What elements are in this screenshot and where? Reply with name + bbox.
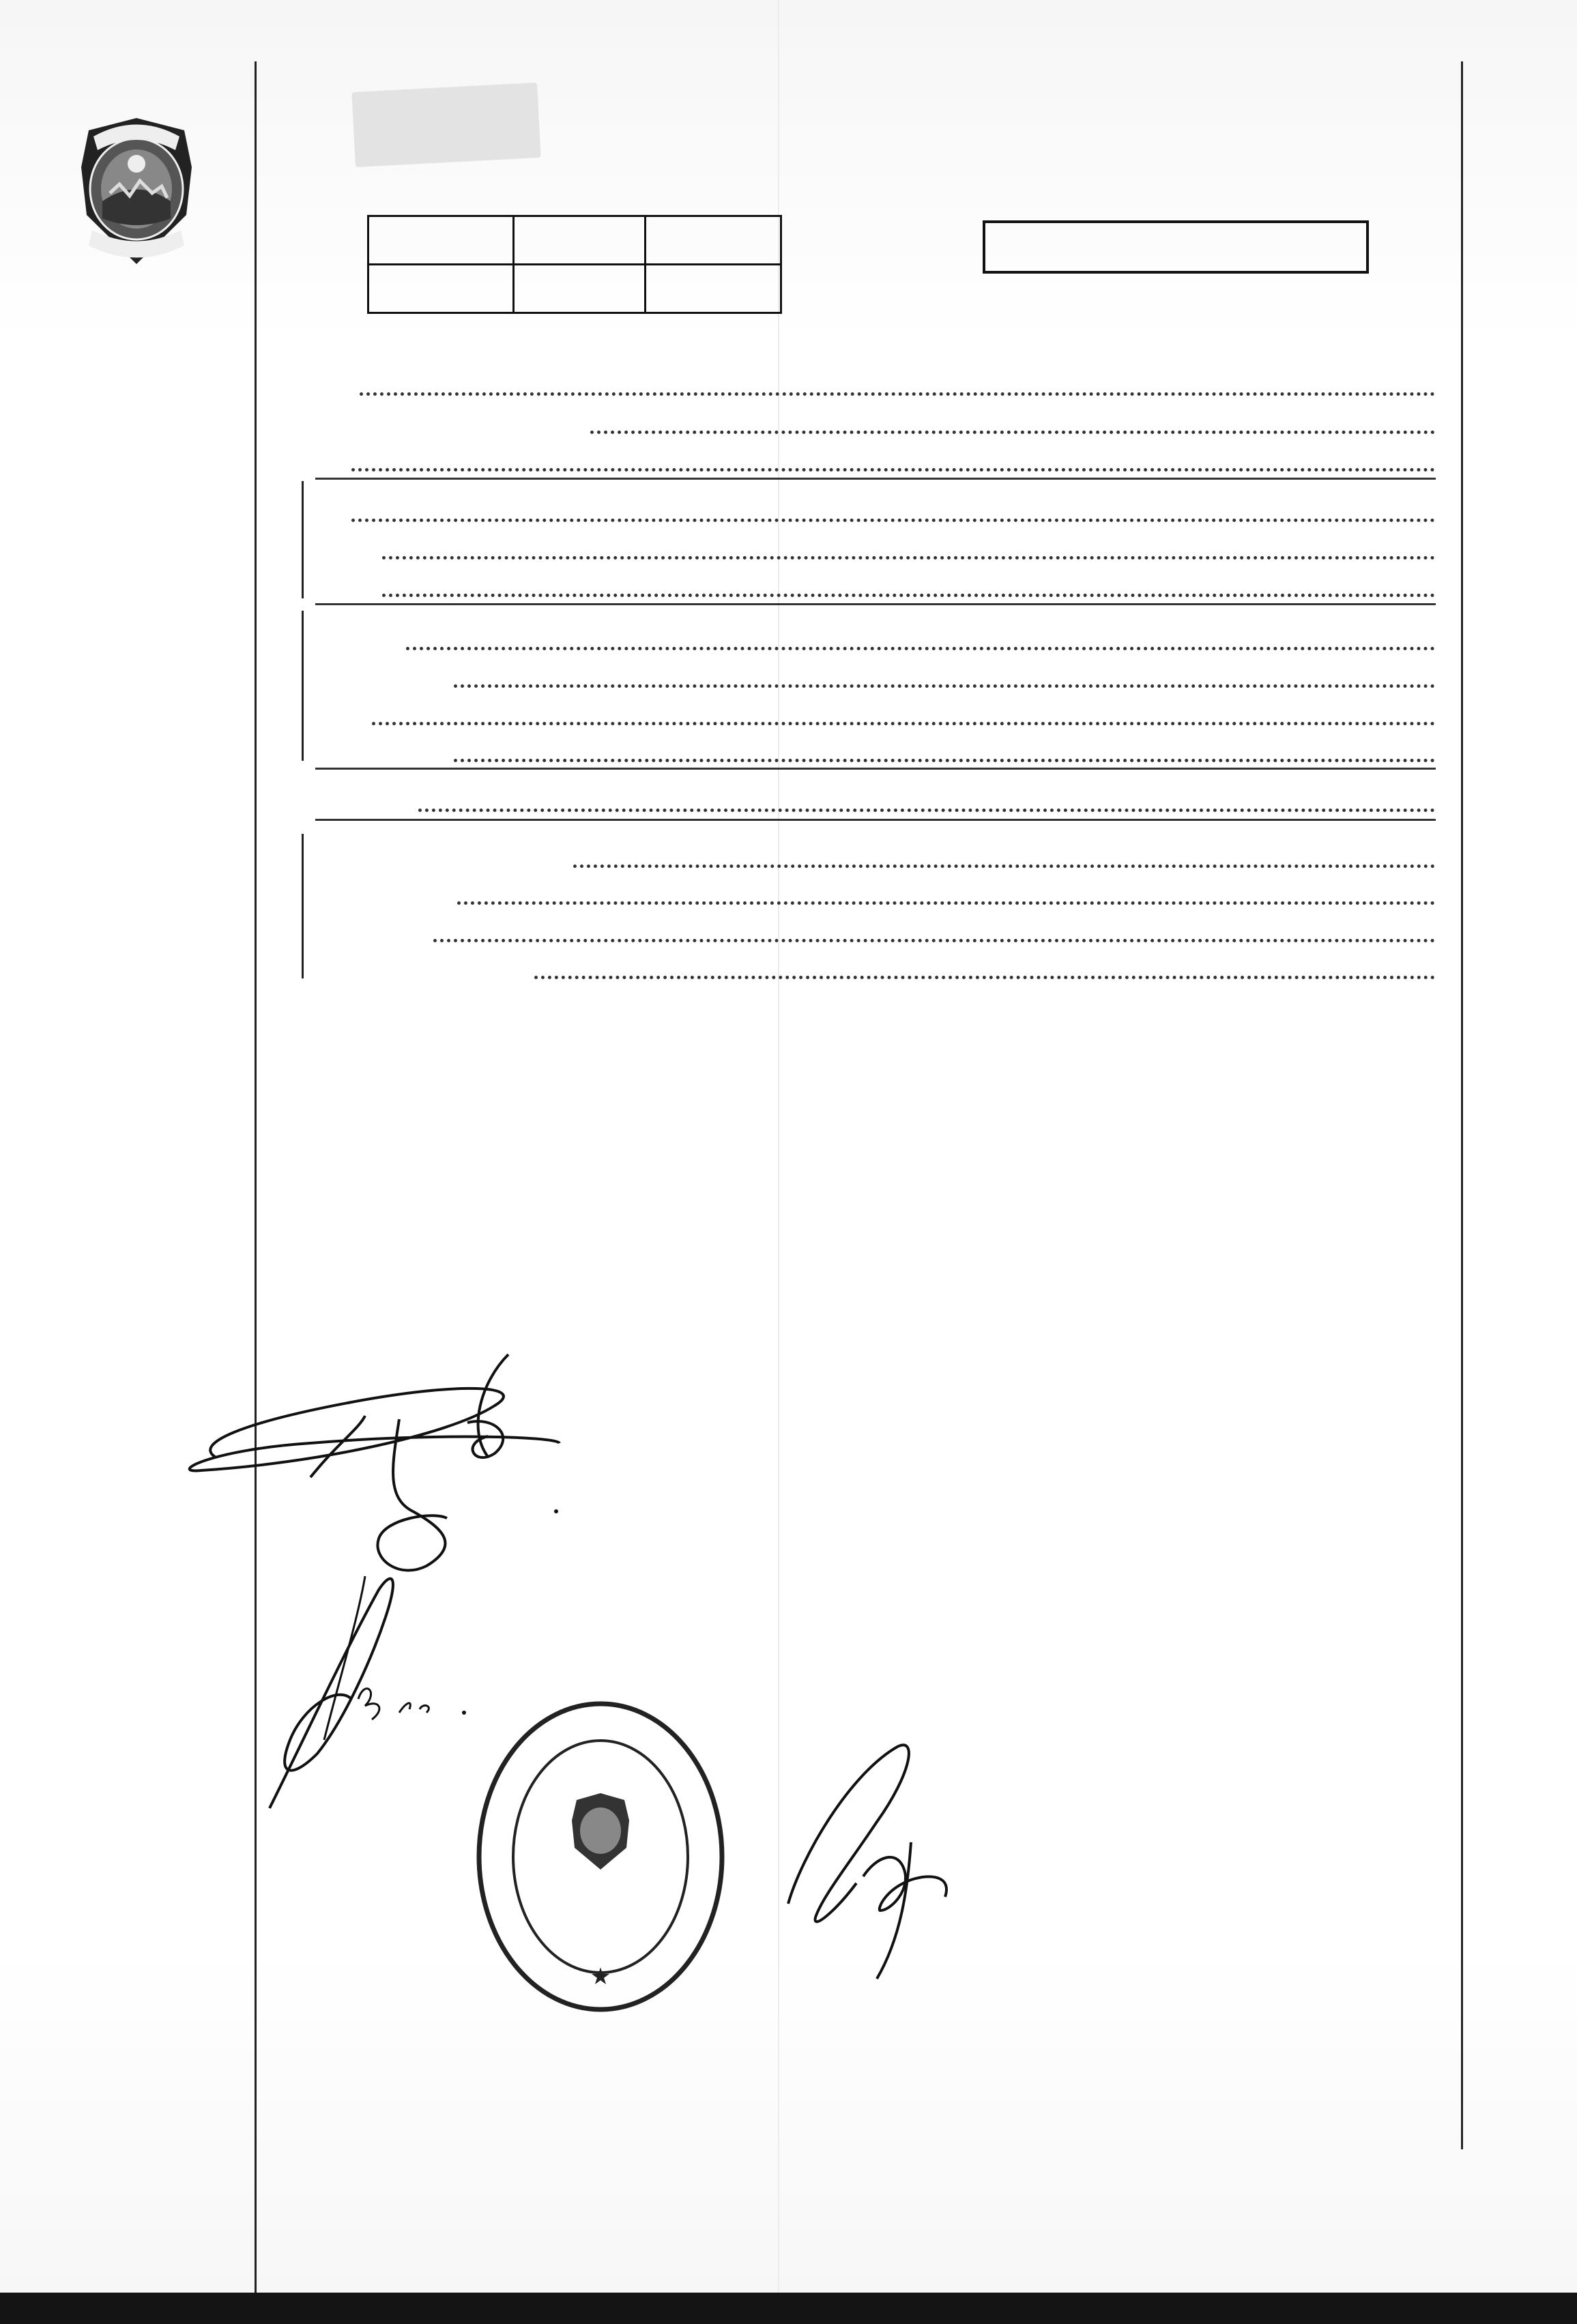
right-margin-line	[1461, 61, 1463, 2149]
mother-signature	[263, 1563, 495, 1825]
barcode-icon	[382, 1203, 751, 1269]
acta-value-cell	[368, 265, 514, 313]
dotted-leader	[454, 684, 1435, 688]
form-row-surname	[317, 778, 1435, 815]
form-row-name	[317, 488, 1435, 525]
section-divider	[315, 603, 1436, 605]
acta-value-cell	[514, 265, 646, 313]
dotted-leader	[433, 939, 1435, 942]
acta-value-row	[368, 265, 781, 313]
form-row-father	[317, 616, 1435, 653]
form-row-date	[317, 400, 1435, 437]
acta-value-cell	[646, 265, 781, 313]
form-row-address	[317, 908, 1435, 945]
form-row-sex	[317, 525, 1435, 562]
section-bar-padres	[302, 611, 304, 761]
dotted-leader	[360, 392, 1435, 396]
section-divider	[315, 768, 1436, 770]
section-bar-nacido	[302, 481, 304, 598]
dotted-leader	[454, 759, 1435, 762]
province-seal-icon	[65, 113, 208, 270]
id-label-bottom-pattern	[256, 1276, 856, 1320]
record-type-box	[983, 220, 1369, 274]
acta-header-row	[368, 216, 781, 265]
dotted-leader	[573, 865, 1435, 868]
stamp-star-icon: ★	[590, 1963, 611, 1990]
left-margin-line	[255, 61, 257, 2293]
dotted-leader	[406, 647, 1435, 650]
dotted-leader	[382, 594, 1435, 597]
form-row-time	[317, 563, 1435, 600]
form-row-certificate	[317, 834, 1435, 871]
form-row-mother-doc	[317, 728, 1435, 765]
form-row-place	[317, 362, 1435, 398]
dotted-leader	[590, 431, 1435, 434]
dotted-leader	[351, 468, 1435, 471]
declarant-signature	[174, 1341, 583, 1590]
acta-table	[367, 215, 782, 314]
form-row-virtue	[317, 945, 1435, 982]
official-signature	[775, 1733, 979, 1989]
dotted-leader	[382, 556, 1435, 560]
dotted-leader	[457, 901, 1435, 905]
section-divider	[315, 819, 1436, 821]
official-stamp-icon	[471, 1691, 730, 2022]
section-bar-declarante	[302, 834, 304, 978]
acta-header-cell	[514, 216, 646, 265]
dotted-leader	[351, 519, 1435, 522]
dotted-leader	[372, 722, 1435, 725]
dotted-leader	[418, 809, 1435, 812]
acta-header-cell	[646, 216, 781, 265]
dotted-leader	[534, 976, 1435, 979]
form-row-father-doc	[317, 654, 1435, 691]
id-label-top-pattern	[256, 1073, 822, 1109]
serial-stamp	[351, 83, 540, 167]
form-row-declarant	[317, 871, 1435, 907]
form-row-mother	[317, 691, 1435, 728]
acta-header-cell	[368, 216, 514, 265]
section-divider	[315, 478, 1436, 480]
footer-code-bar	[0, 2293, 1577, 2324]
form-row-year	[317, 437, 1435, 474]
